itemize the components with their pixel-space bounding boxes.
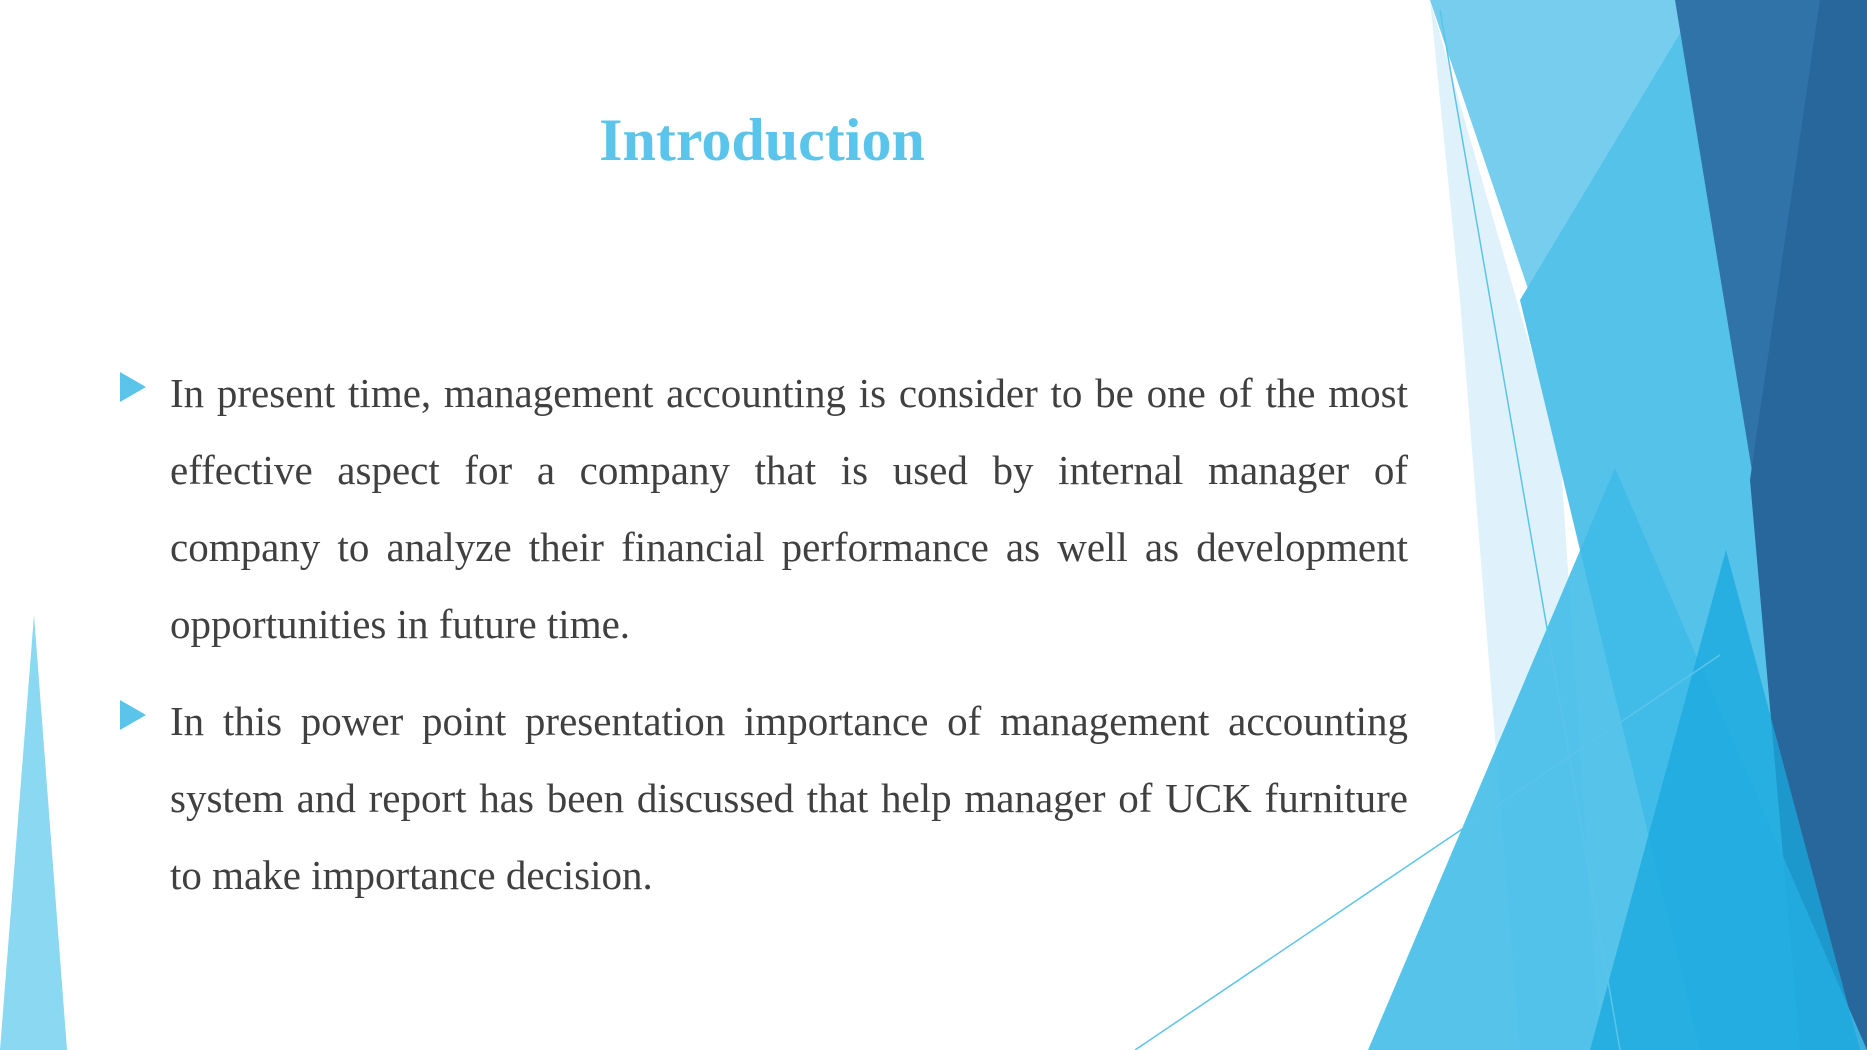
left-narrow-triangle — [0, 615, 67, 1050]
bullet-text: In this power point presentation importance of management accounting system and report has been discussed that help manager of UCK furniture to make importance decision. — [170, 698, 1408, 898]
slide-title: Introduction — [599, 107, 925, 173]
triangle-right-bullet-icon — [120, 700, 146, 730]
bullet-list — [118, 355, 1408, 934]
bullet-item — [118, 355, 1408, 663]
bullet-text: In present time, management accounting is consider to be one of the most effective aspect for a company that is used by internal manager of company to analyze their financial performance as well as development opportunities in future time. — [170, 370, 1408, 647]
bullet-item — [118, 683, 1408, 914]
triangle-right-bullet-icon — [120, 372, 146, 402]
